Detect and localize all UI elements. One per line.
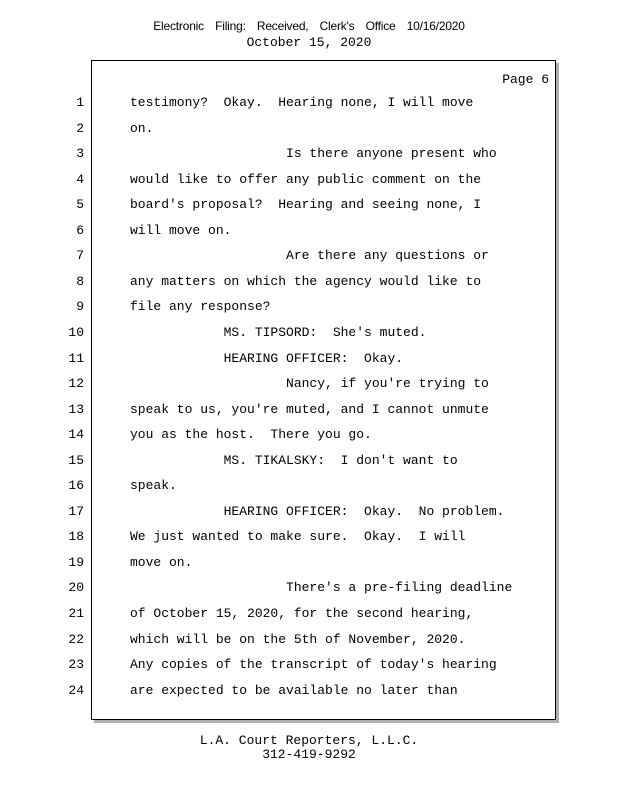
line-number: 7 bbox=[76, 248, 84, 264]
transcript-line bbox=[0, 141, 618, 166]
transcript-line bbox=[0, 422, 618, 447]
line-number: 13 bbox=[68, 401, 84, 417]
transcript-line bbox=[0, 524, 618, 549]
line-number: 10 bbox=[68, 324, 84, 340]
transcript-line bbox=[0, 473, 618, 498]
line-text: HEARING OFFICER: Okay. bbox=[130, 350, 404, 366]
transcript-line bbox=[0, 371, 618, 396]
line-number: 2 bbox=[76, 120, 84, 136]
transcript-line bbox=[0, 397, 618, 422]
line-number: 15 bbox=[68, 452, 84, 468]
line-number: 3 bbox=[76, 146, 84, 162]
line-number: 23 bbox=[68, 657, 84, 673]
document-date: October 15, 2020 bbox=[246, 35, 372, 50]
transcript-line bbox=[0, 601, 618, 626]
transcript-line bbox=[0, 90, 618, 115]
transcript-line bbox=[0, 218, 618, 243]
transcript-line bbox=[0, 269, 618, 294]
line-text: any matters on which the agency would like to bbox=[130, 273, 482, 289]
page-number: Page 6 bbox=[502, 72, 549, 87]
line-text: There's a pre-filing deadline bbox=[130, 580, 513, 596]
stamp-label-filing: Filing: bbox=[215, 19, 246, 33]
stamp-label-clerks: Clerk's bbox=[319, 19, 355, 33]
transcript-line bbox=[0, 116, 618, 141]
line-text: HEARING OFFICER: Okay. No problem. bbox=[130, 503, 505, 519]
transcript-line bbox=[0, 678, 618, 703]
transcript-line bbox=[0, 652, 618, 677]
transcript-line bbox=[0, 167, 618, 192]
line-text: speak. bbox=[130, 478, 177, 494]
transcript-line bbox=[0, 192, 618, 217]
line-text: Any copies of the transcript of today's hearing bbox=[130, 657, 497, 673]
line-text: are expected to be available no later than bbox=[130, 682, 458, 698]
transcript-line bbox=[0, 346, 618, 371]
line-number: 16 bbox=[68, 478, 84, 494]
line-number: 21 bbox=[68, 606, 84, 621]
line-text: on. bbox=[130, 120, 154, 136]
line-text: you as the host. There you go. bbox=[130, 427, 372, 443]
line-text: speak to us, you're muted, and I cannot unmute bbox=[130, 401, 489, 417]
line-number: 9 bbox=[76, 299, 84, 315]
line-number: 5 bbox=[76, 197, 84, 213]
line-number: 12 bbox=[68, 376, 84, 392]
line-text: will move on. bbox=[130, 222, 232, 238]
line-number: 19 bbox=[68, 554, 84, 570]
stamp-label-received: Received, bbox=[256, 19, 309, 33]
line-text: board's proposal? Hearing and seeing none, I bbox=[130, 197, 482, 213]
line-number: 24 bbox=[68, 682, 84, 698]
line-number: 8 bbox=[76, 273, 84, 289]
transcript-line bbox=[0, 550, 618, 575]
transcript-line bbox=[0, 499, 618, 524]
footer-phone: 312-419-9292 bbox=[262, 747, 356, 762]
footer-company: L.A. Court Reporters, L.L.C. bbox=[199, 733, 419, 748]
line-text: Is there anyone present who bbox=[130, 146, 497, 162]
line-text: We just wanted to make sure. Okay. I will bbox=[130, 529, 466, 545]
line-text: would like to offer any public comment on the bbox=[130, 171, 482, 187]
line-number: 14 bbox=[68, 427, 84, 443]
line-number: 18 bbox=[68, 529, 84, 545]
stamp-label-office: Office bbox=[365, 19, 396, 33]
line-number: 17 bbox=[68, 503, 84, 519]
transcript-line bbox=[0, 294, 618, 319]
line-text: move on. bbox=[130, 554, 193, 570]
transcript-line bbox=[0, 575, 618, 600]
transcript-line bbox=[0, 320, 618, 345]
transcript-line bbox=[0, 627, 618, 652]
line-number: 6 bbox=[76, 222, 84, 238]
line-text: which will be on the 5th of November, 2020. bbox=[130, 631, 466, 647]
line-number: 11 bbox=[68, 350, 84, 366]
line-text: of October 15, 2020, for the second hearing, bbox=[130, 606, 474, 621]
line-text: Are there any questions or bbox=[130, 248, 489, 264]
line-text: MS. TIPSORD: She's muted. bbox=[130, 324, 427, 340]
filing-stamp bbox=[0, 19, 618, 33]
transcript-line bbox=[0, 448, 618, 473]
line-text: MS. TIKALSKY: I don't want to bbox=[130, 452, 458, 468]
line-text: file any response? bbox=[130, 299, 271, 315]
line-number: 20 bbox=[68, 580, 84, 596]
line-number: 1 bbox=[76, 95, 84, 110]
line-text: testimony? Okay. Hearing none, I will move bbox=[130, 95, 474, 110]
line-number: 4 bbox=[76, 171, 84, 187]
transcript-line bbox=[0, 243, 618, 268]
line-text: Nancy, if you're trying to bbox=[130, 376, 489, 392]
stamp-label-electronic: Electronic bbox=[153, 19, 204, 33]
stamp-date: 10/16/2020 bbox=[406, 19, 465, 33]
line-number: 22 bbox=[68, 631, 84, 647]
